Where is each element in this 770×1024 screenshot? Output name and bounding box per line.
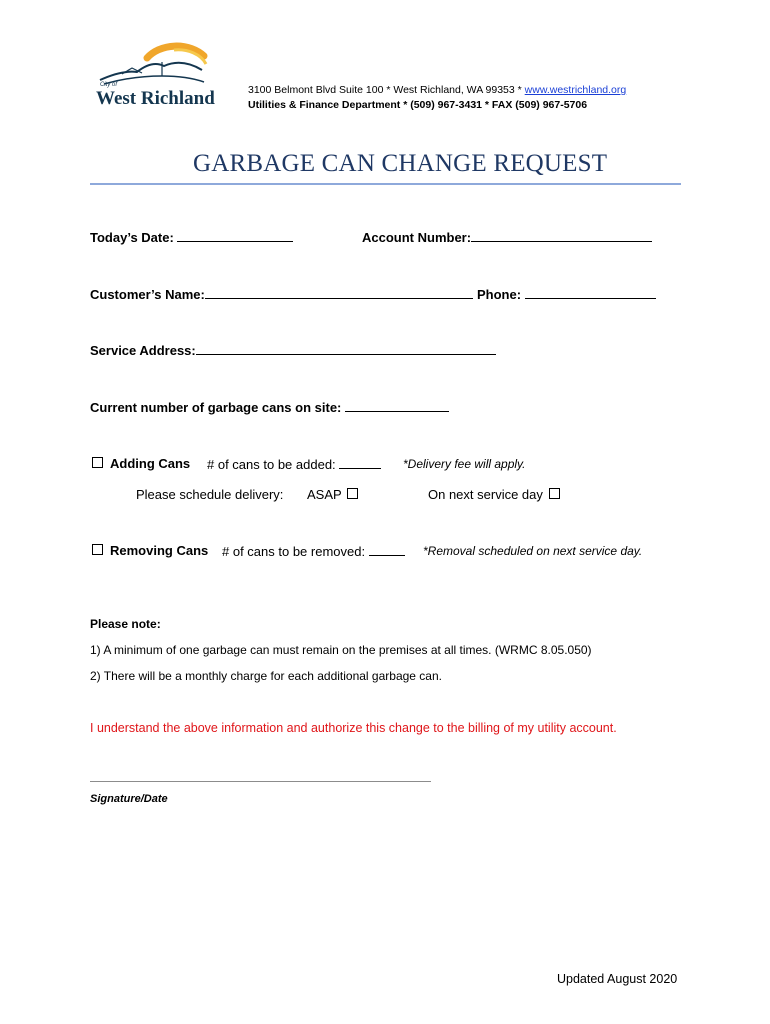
next-service-label: On next service day: [428, 487, 543, 502]
current-cans-input[interactable]: [345, 399, 449, 412]
asap-checkbox[interactable]: [347, 488, 358, 499]
customer-name-row: [90, 286, 473, 302]
cans-added-label: # of cans to be added:: [207, 457, 336, 472]
delivery-fee-note: *Delivery fee will apply.: [403, 457, 526, 471]
page-title: GARBAGE CAN CHANGE REQUEST: [193, 150, 608, 177]
service-address-label: Service Address:: [90, 343, 196, 358]
removing-cans-checkbox[interactable]: [92, 544, 103, 555]
logo-city-name: West Richland: [96, 88, 215, 109]
current-cans-row: [90, 399, 449, 415]
logo-city-prefix: City of: [100, 82, 118, 88]
header-department: Utilities & Finance Department * (509) 967-3431 * FAX (509) 967-5706: [248, 99, 588, 111]
authorization-statement: I understand the above information and authorize this change to the billing of my utility account.: [90, 721, 617, 735]
notes-heading: Please note:: [90, 617, 161, 631]
adding-cans-checkbox[interactable]: [92, 457, 103, 468]
cans-added-input[interactable]: [339, 456, 381, 469]
title-rule: [90, 183, 681, 185]
current-cans-label: Current number of garbage cans on site:: [90, 400, 342, 415]
account-number-label: Account Number:: [362, 230, 472, 245]
header-contact: [248, 83, 626, 113]
removal-note: *Removal scheduled on next service day.: [423, 544, 643, 558]
account-number-input[interactable]: [471, 229, 652, 242]
phone-input[interactable]: [525, 286, 656, 299]
header-address: 3100 Belmont Blvd Suite 100 * West Richland, WA 99353 *: [248, 84, 525, 96]
todays-date-label: Today’s Date:: [90, 230, 174, 245]
cans-added-row: [207, 456, 381, 472]
todays-date-row: [90, 229, 293, 245]
city-logo: [92, 40, 222, 112]
adding-cans-row: [92, 456, 190, 471]
asap-option: [307, 487, 365, 502]
cans-removed-input[interactable]: [369, 543, 405, 556]
todays-date-input[interactable]: [177, 229, 293, 242]
signature-line[interactable]: [90, 781, 431, 782]
website-link[interactable]: www.westrichland.org: [524, 84, 627, 96]
adding-cans-label: Adding Cans: [110, 456, 191, 471]
asap-label: ASAP: [307, 487, 342, 502]
updated-date: Updated August 2020: [557, 972, 678, 986]
phone-row: [477, 286, 656, 302]
schedule-delivery-label: Please schedule delivery:: [136, 487, 284, 502]
cans-removed-row: [222, 543, 405, 559]
header-address-line: [248, 83, 626, 98]
customer-name-input[interactable]: [205, 286, 473, 299]
service-address-input[interactable]: [196, 342, 496, 355]
note-item-2: 2) There will be a monthly charge for each additional garbage can.: [90, 669, 442, 683]
next-service-option: [428, 487, 567, 502]
cans-removed-label: # of cans to be removed:: [222, 544, 366, 559]
removing-cans-row: [92, 543, 208, 558]
next-service-checkbox[interactable]: [549, 488, 560, 499]
phone-label: Phone:: [477, 287, 522, 302]
service-address-row: [90, 342, 496, 358]
customer-name-label: Customer’s Name:: [90, 287, 205, 302]
note-item-1: 1) A minimum of one garbage can must remain on the premises at all times. (WRMC 8.05.050): [90, 643, 592, 657]
removing-cans-label: Removing Cans: [110, 543, 209, 558]
signature-label: Signature/Date: [90, 793, 168, 805]
account-number-row: [362, 229, 652, 245]
